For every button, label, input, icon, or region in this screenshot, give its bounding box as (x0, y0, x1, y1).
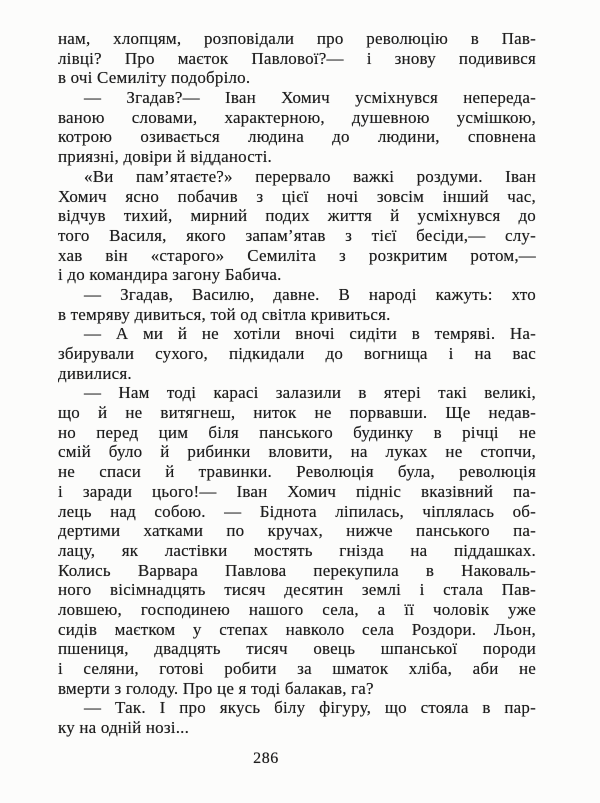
page-number: 286 (253, 750, 279, 767)
text-line: дивилися. (58, 363, 132, 383)
text-line: нам, хлопцям, розповідали про революцію в Пав- (58, 29, 536, 48)
text-line: Хомич ясно побачив з цієї ночі зовсім інший час, (58, 186, 536, 206)
text-line: хав він «старого» Семиліта з розкритим ротом,— (58, 245, 536, 265)
text-line: лацу, як ластівки мостять гнізда на піддашках. (58, 540, 536, 560)
text-line: — Згадав?— Іван Хомич усміхнувся непереда- (84, 88, 536, 108)
text-line: ловшею, господинею нашого села, а її чоловік уже (58, 599, 536, 619)
text-line: смій було й рибинки вловити, на луках не стопчи, (58, 442, 536, 462)
text-line: в очі Семиліту подобріло. (58, 68, 251, 88)
text-line: вмерти з голоду. Про це я тоді балакав, га? (58, 678, 374, 698)
text-line: — Згадав, Василю, давне. В народі кажуть: хто (84, 284, 536, 304)
text-line: — Нам тоді карасі залазили в ятері такі великі, (84, 383, 536, 403)
text-line: відчув тихий, мирний подих життя й усміхнувся до (58, 206, 536, 226)
text-line: ку на одній нозі... (58, 718, 190, 738)
text-line: і до командира загону Бабича. (58, 265, 282, 285)
text-line: і заради цього!— Іван Хомич підніс вказівний па- (58, 481, 536, 501)
text-line: лець над собою. — Біднота ліпилась, чіплялась об- (58, 501, 536, 521)
text-line: но перед цим біля панського будинку в річці не (58, 422, 536, 442)
text-block (58, 29, 536, 738)
text-line: — Так. І про якусь білу фігуру, що стояла в пар- (84, 698, 536, 718)
text-line: лівці? Про маєток Павлової?— і знову подивився (58, 48, 536, 68)
text-line: «Ви пам’ятаєте?» перервало важкі роздуми. Іван (84, 166, 536, 186)
text-line: пшениця, двадцять тисяч овець шпанської породи (58, 639, 536, 659)
text-line: ваною словами, характерною, душевною усмішкою, (58, 107, 536, 127)
text-line: дертими хатками по кручах, нижче панського па- (58, 521, 536, 541)
text-line: приязні, довіри й відданості. (58, 147, 273, 167)
text-line: в темряву дивиться, той од світла кривиться. (58, 304, 391, 324)
text-line: того Василя, якого запам’ятав з тієї бесіди,— слу- (58, 225, 536, 245)
text-line: котрою озивається людина до людини, сповнена (58, 127, 536, 147)
text-line: що й не витягнеш, ниток не порвавши. Ще недав- (58, 403, 536, 423)
text-line: не спаси й травинки. Революція була, революція (58, 462, 536, 482)
text-line: — А ми й не хотіли вночі сидіти в темряві. На- (84, 324, 536, 344)
text-line: сидів маєтком у степах навколо села Роздори. Льон, (58, 619, 536, 639)
text-line: Колись Варвара Павлова перекупила в Наковаль- (58, 560, 536, 580)
text-line: і селяни, готові робити за шматок хліба, аби не (58, 659, 536, 678)
text-line: ного вісімнадцять тисяч десятин землі і стала Пав- (58, 580, 536, 600)
text-line: збирували сухого, підкидали до вогнища і на вас (58, 344, 536, 363)
